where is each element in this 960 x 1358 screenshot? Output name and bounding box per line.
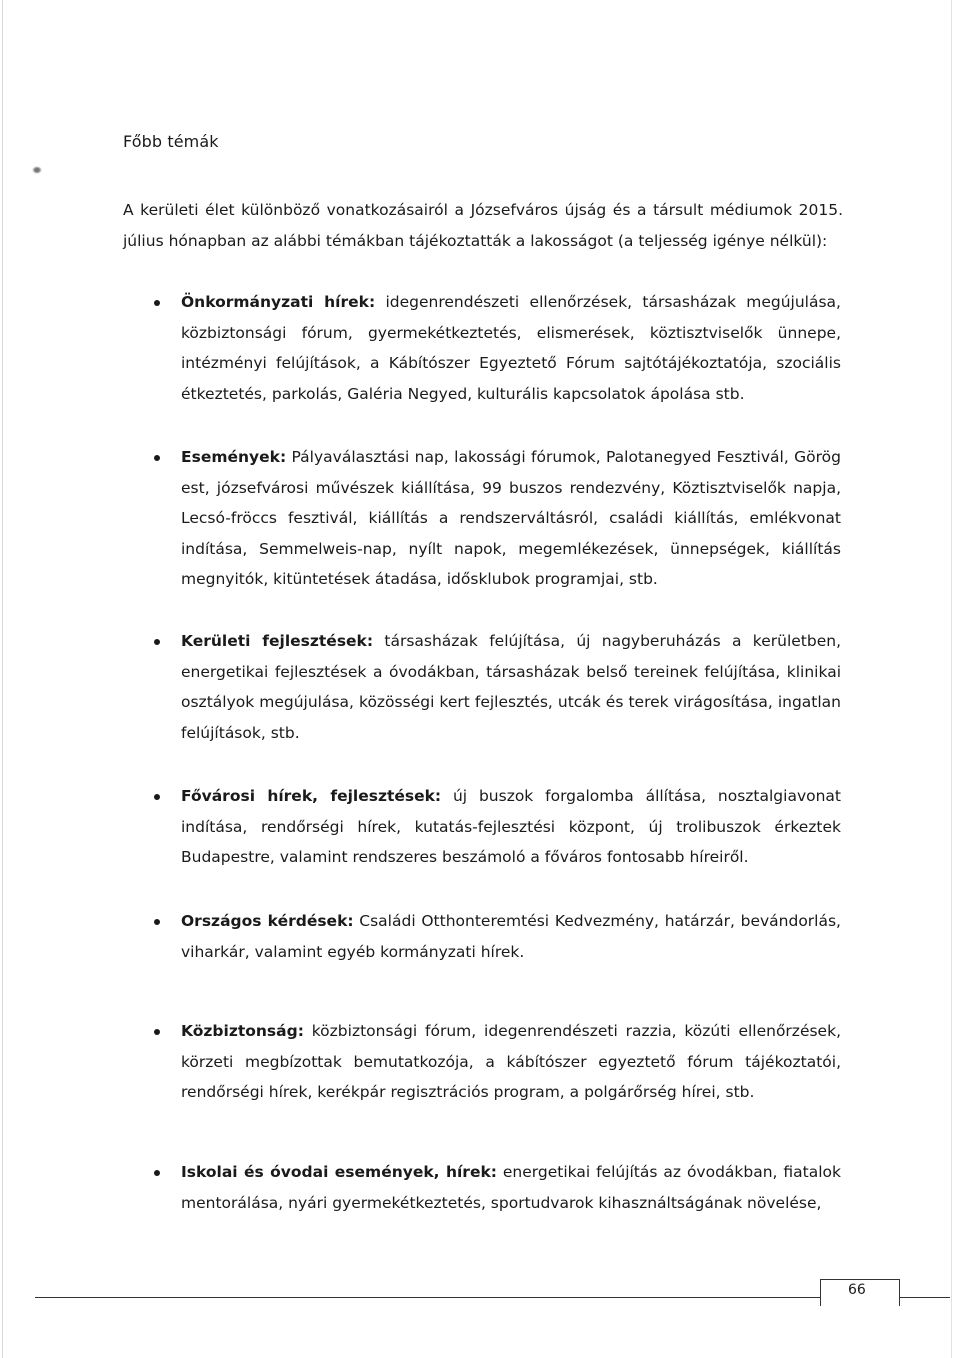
topic-district-developments xyxy=(181,626,841,748)
bullet-icon xyxy=(154,1029,160,1035)
topic-label: Iskolai és óvodai események, hírek: xyxy=(181,1163,497,1181)
topic-text: energetikai felújítás az óvodákban, fiatalok mentorálása, nyári gyermekétkeztetés, sportudvarok kihasználtságának növelése, xyxy=(181,1163,842,1212)
topic-label: Fővárosi hírek, fejlesztések: xyxy=(181,787,442,805)
bullet-icon xyxy=(154,794,160,800)
bullet-icon xyxy=(154,455,160,461)
topic-label: Kerületi fejlesztések: xyxy=(181,632,374,650)
topic-text: új buszok forgalomba állítása, nosztalgiavonat indítása, rendőrségi hírek, kutatás-fejlesztési központ, új trolibuszok érkeztek Budapestre, valamint rendszeres beszámoló a főváros fontosabb híreiről. xyxy=(181,787,841,866)
scan-speck xyxy=(32,166,42,174)
topic-events xyxy=(181,442,841,595)
topic-local-government-news xyxy=(181,287,841,409)
scan-edge-left xyxy=(2,0,3,1358)
topic-text: közbiztonsági fórum, idegenrendészeti razzia, közúti ellenőrzések, körzeti megbízottak bemutatkozója, a kábítószer egyeztető fórum tájékoztatói, rendőrségi hírek, kerékpár regisztrációs program, a polgárőrség hírei, stb. xyxy=(181,1022,841,1101)
topic-national-issues xyxy=(181,906,841,967)
topic-label: Országos kérdések: xyxy=(181,912,354,930)
topic-label: Események: xyxy=(181,448,287,466)
topic-text: idegenrendészeti ellenőrzések, társasházak megújulása, közbiztonsági fórum, gyermekétkeztetés, elismerések, köztisztviselők ünnepe, intézményi felújítások, a Kábítószer Egyeztető Fórum sajtótájékoztatója, szociális étkeztetés, parkolás, Galéria Negyed, kulturális kapcsolatok ápolása stb. xyxy=(181,293,841,403)
topic-text: Családi Otthonteremtési Kedvezmény, határzár, bevándorlás, viharkár, valamint egyéb kormányzati hírek. xyxy=(181,912,841,961)
page-number: 66 xyxy=(848,1282,866,1298)
bullet-icon xyxy=(154,300,160,306)
bullet-icon xyxy=(154,1170,160,1176)
bullet-icon xyxy=(154,639,160,645)
topic-label: Közbiztonság: xyxy=(181,1022,304,1040)
topic-label: Önkormányzati hírek: xyxy=(181,293,376,311)
section-title: Főbb témák xyxy=(123,132,219,151)
topic-school-kindergarten-events xyxy=(181,1157,841,1218)
footer-rule xyxy=(35,1297,950,1298)
topic-capital-news xyxy=(181,781,841,873)
scan-edge-right xyxy=(951,0,952,1358)
intro-paragraph: A kerületi élet különböző vonatkozásairól a Józsefváros újság és a társult médiumok 2015. július hónapban az alábbi témákban tájékoztatták a lakosságot (a teljesség igénye nélkül): xyxy=(123,201,843,250)
topic-text: Pályaválasztási nap, lakossági fórumok, Palotanegyed Fesztivál, Görög est, józsefvárosi művészek kiállítása, 99 buszos rendezvény, Köztisztviselők napja, Lecsó-fröccs fesztivál, kiállítás a rendszerváltásról, családi kiállítás, emlékvonat indítása, Semmelweis-nap, nyílt napok, megemlékezések, ünnepségek, kiállítás megnyitók, kitüntetések átadása, idősklubok programjai, stb. xyxy=(181,448,841,588)
topic-text: társasházak felújítása, új nagyberuházás a kerületben, energetikai fejlesztések a óvodákban, társasházak belső tereinek felújítása, klinikai osztályok megújulása, közösségi kert fejlesztés, utcák és terek virágosítása, ingatlan felújítások, stb. xyxy=(181,632,841,742)
topic-public-safety xyxy=(181,1016,841,1108)
bullet-icon xyxy=(154,919,160,925)
